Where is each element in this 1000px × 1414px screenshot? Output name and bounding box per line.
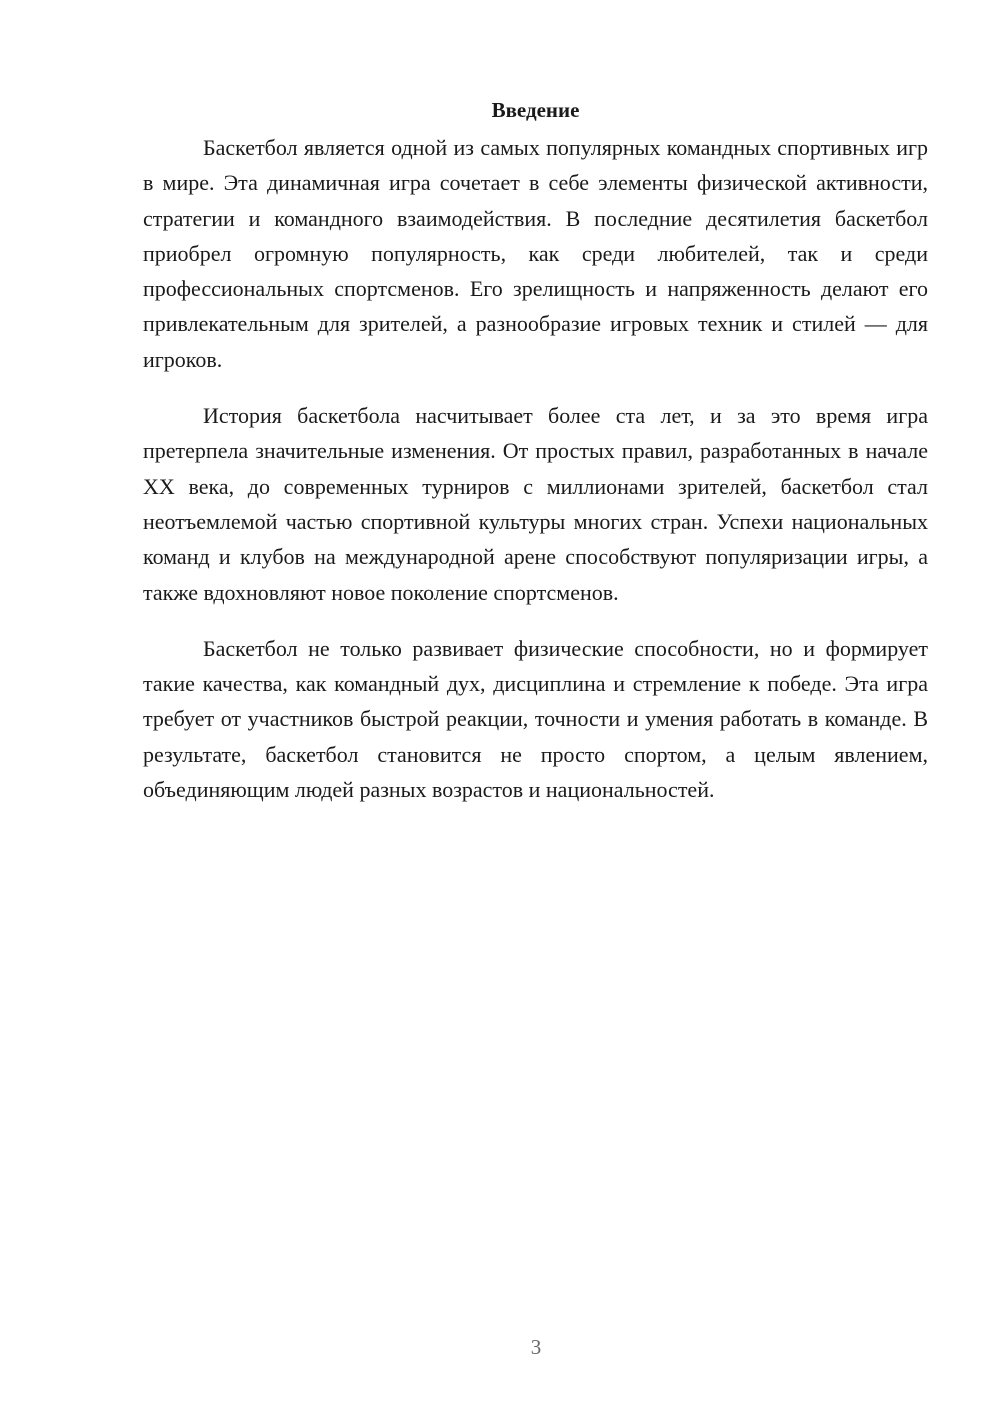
page-content [143,92,928,828]
paragraph-3: Баскетбол не только развивает физические способности, но и формирует такие качества, как командный дух, дисциплина и стремление к победе. Эта игра требует от участников быстрой реакции, точности и умения работать в команде. В результате, баскетбол становится не просто спортом, а целым явлением, объединяющим людей разных возрастов и национальностей. [143,635,928,803]
section-heading: Введение [491,98,580,122]
paragraph-2: История баскетбола насчитывает более ста лет, и за это время игра претерпела значительные изменения. От простых правил, разработанных в начале XX века, до современных турниров с миллионами зрителей, баскетбол стал неотъемлемой частью спортивной культуры многих стран. Успехи национальных команд и клубов на международной арене способствуют популяризации игры, а также вдохновляют новое поколение спортсменов. [143,403,928,605]
page-number: 3 [530,1335,542,1359]
paragraph-1: Баскетбол является одной из самых популярных командных спортивных игр в мире. Эта динамичная игра сочетает в себе элементы физической активности, стратегии и командного взаимодействия. В последние десятилетия баскетбол приобрел огромную популярность, как среди любителей, так и среди профессиональных спортсменов. Его зрелищность и напряженность делают его привлекательным для зрителей, а разнообразие игровых техник и стилей — для игроков. [143,135,928,372]
